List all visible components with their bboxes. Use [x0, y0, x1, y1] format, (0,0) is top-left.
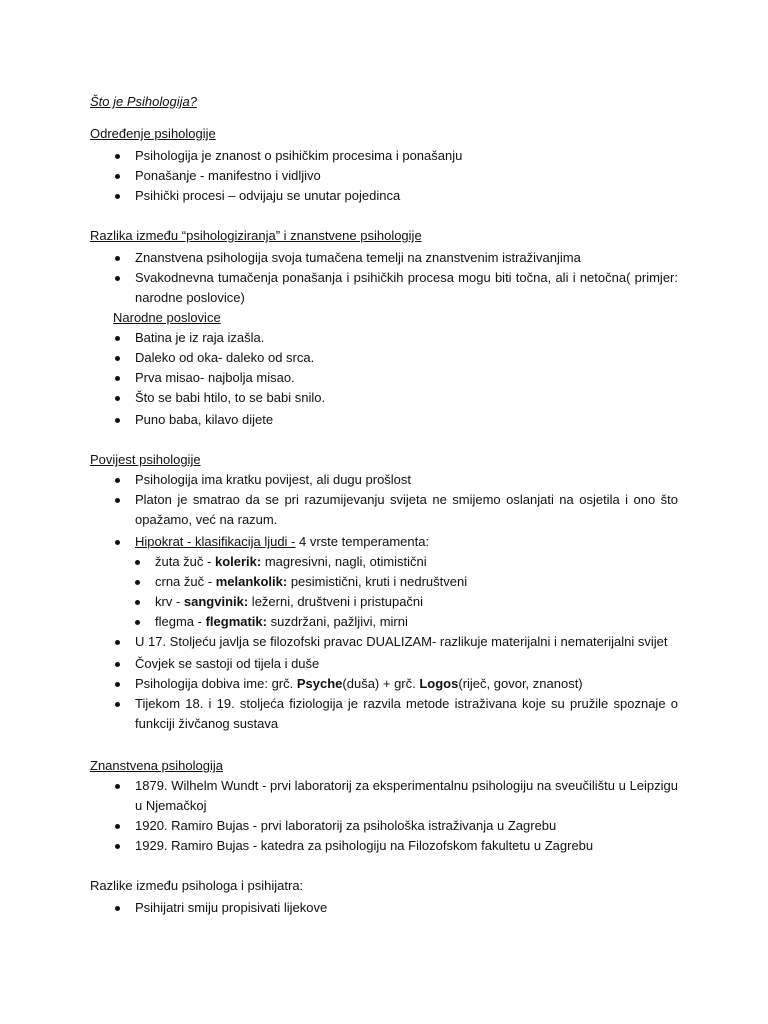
hipokrat-label: Hipokrat - klasifikacija ljudi -: [135, 534, 296, 549]
section-heading: Razlike između psihologa i psihijatra:: [90, 878, 304, 893]
section-heading: Povijest psihologije: [90, 452, 201, 467]
section-heading: Znanstvena psihologija: [90, 758, 223, 773]
hipokrat-rest: 4 vrste temperamenta:: [295, 534, 430, 549]
subheading: Narodne poslovice: [113, 310, 221, 325]
page-title: Što je Psihologija?: [90, 94, 197, 109]
document-page: Što je Psihologija? Određenje psihologije Psihologija je znanost o psihičkim procesima i ponašanju Ponašanje - manifestno i vidljivo Psihički procesi – odvijaju se unutar pojedinca Razlika između “psihologiziranja” i znanstvene psihologije Znanstvena psihologija svoja tumačena temelji na znanstvenim istraživanjima Svakodnevna tumačenja ponašanja i psihičkih procesa mogu biti točna, ali i netočna( primjer: narodne poslovice) Narodne poslovice Batina je iz raja izašla. Daleko od oka- daleko od srca. Prva misao- najbolja misao. Što se babi htilo, to se babi snilo. Puno baba, kilavo dijete Povijest psihologije Psihologija ima kratku povijest, ali dugu prošlost Platon je smatrao da se pri razumijevanju svijeta ne smijemo oslanjati na osjetila i ono što opažamo, već na razum. Hipokrat - klasifikacija ljudi - 4 vrste temperamenta: žuta žuč - kolerik: magresivni, nagli, otimistični crna žuč - melankolik: pesimistični, kruti i nedruštveni krv - sangvinik: ležerni, društveni i pristupačni flegma - flegmatik: suzdržani, pažljivi, mirni U 17. Stoljeću javlja se filozofski pravac DUALIZAM- razlikuje materijalni i nematerijalni svijet Čovjek se sastoji od tijela i duše Psihologija dobiva ime: grč. Psyche(duša) + grč. Logos(riječ, govor, znanost) Tijekom 18. i 19. stoljeća fiziologija je razvila metode istraživana koje su pružile spoznaje o funkciji živčanog sustava Znanstvena psihologija 1879. Wilhelm Wundt - prvi laboratorij za eksperimentalnu psihologiju na sveučilištu u Leipzigu u Njemačkoj 1920. Ramiro Bujas - prvi laboratorij za psihološka istraživanja u Zagrebu 1929. Ramiro Bujas - katedra za psihologiju na Filozofskom fakultetu u Zagrebu Razlike između psihologa i psihijatra: Psihijatri smiju propisivati lijekove: [90, 94, 678, 915]
section-heading: Razlika između “psihologiziranja” i znanstvene psihologije: [90, 228, 422, 243]
section-heading: Određenje psihologije: [90, 126, 216, 141]
